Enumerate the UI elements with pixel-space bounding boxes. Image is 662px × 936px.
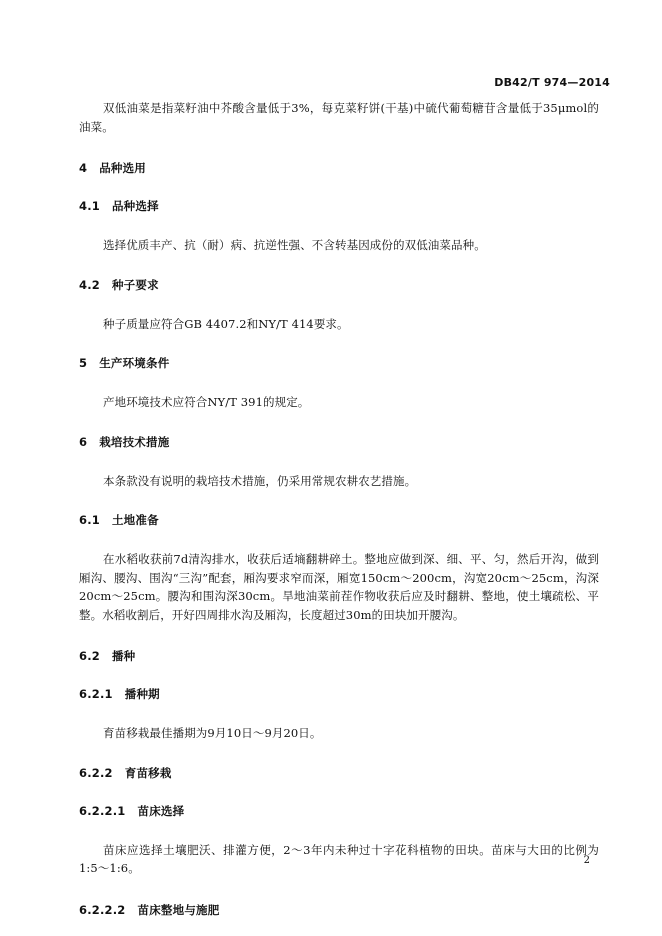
paragraph-sowing-period: 育苗移栽最佳播期为9月10日～9月20日。 xyxy=(103,726,322,740)
section-heading-6-2-1 xyxy=(79,686,599,702)
paragraph-seed-requirements: 种子质量应符合GB 4407.2和NY/T 414要求。 xyxy=(103,316,349,331)
section-number: 6 xyxy=(79,434,88,449)
section-number: 4 xyxy=(79,161,88,175)
document-body xyxy=(79,99,599,918)
section-heading-6-2 xyxy=(79,648,599,664)
section-title: 土地准备 xyxy=(111,513,159,527)
section-title: 苗床整地与施肥 xyxy=(137,902,220,917)
section-heading-6-2-2-1 xyxy=(79,803,599,819)
section-title: 栽培技术措施 xyxy=(99,434,170,449)
section-heading-6-1 xyxy=(79,512,599,528)
section-number: 4.1 xyxy=(79,199,100,213)
section-title: 播种 xyxy=(111,649,136,663)
paragraph-definition: 双低油菜是指菜籽油中芥酸含量低于3%，每克菜籽饼(干基)中硫代葡萄糖苷含量低于35μmol的油菜。 xyxy=(79,101,599,134)
section-heading-4-2 xyxy=(79,277,599,293)
section-title: 生产环境条件 xyxy=(99,356,170,370)
section-title: 播种期 xyxy=(124,687,160,701)
section-number: 4.2 xyxy=(79,277,100,292)
paragraph-cultivation-measures: 本条款没有说明的栽培技术措施，仍采用常规农耕农艺措施。 xyxy=(103,473,417,488)
section-number: 6.2.2.1 xyxy=(79,803,126,818)
section-heading-6-2-2-2 xyxy=(79,902,599,918)
section-heading-5 xyxy=(79,355,599,371)
paragraph-variety-selection: 选择优质丰产、抗（耐）病、抗逆性强、不含转基因成份的双低油菜品种。 xyxy=(103,238,486,252)
section-title: 品种选择 xyxy=(111,199,159,213)
section-heading-6 xyxy=(79,434,599,450)
paragraph-seedbed-selection: 苗床应选择土壤肥沃、排灌方便，2～3年内未种过十字花科植物的田块。苗床与大田的比例为1:5～1:6。 xyxy=(79,842,599,875)
section-number: 5 xyxy=(79,356,88,370)
section-heading-4-1 xyxy=(79,198,599,214)
paragraph-environment: 产地环境技术应符合NY/T 391的规定。 xyxy=(103,395,310,409)
section-heading-6-2-2 xyxy=(79,765,599,781)
section-title: 品种选用 xyxy=(99,161,147,175)
page-number: 2 xyxy=(583,855,590,866)
section-title: 种子要求 xyxy=(111,277,159,292)
section-heading-4 xyxy=(79,160,599,176)
section-number: 6.1 xyxy=(79,513,100,527)
document-code: DB42/T 974—2014 xyxy=(494,76,610,89)
section-number: 6.2.1 xyxy=(79,687,113,701)
section-number: 6.2.2.2 xyxy=(79,902,126,917)
section-number: 6.2.2 xyxy=(79,765,113,780)
section-number: 6.2 xyxy=(79,649,100,663)
section-title: 育苗移栽 xyxy=(124,765,172,780)
paragraph-land-preparation: 在水稻收获前7d清沟排水，收获后适墒翻耕碎土。整地应做到深、细、平、匀，然后开沟，做到厢沟、腰沟、围沟“三沟”配套，厢沟要求窄而深，厢宽150cm～200cm，沟宽20cm～25cm，沟深20cm～25cm。腰沟和围沟深30cm。旱地油菜前茬作物收获后应及时翻耕、整地，使土壤疏松、平整。水稻收割后，开好四周排水沟及厢沟，长度超过30m的田块加开腰沟。 xyxy=(79,552,599,622)
section-title: 苗床选择 xyxy=(137,803,185,818)
